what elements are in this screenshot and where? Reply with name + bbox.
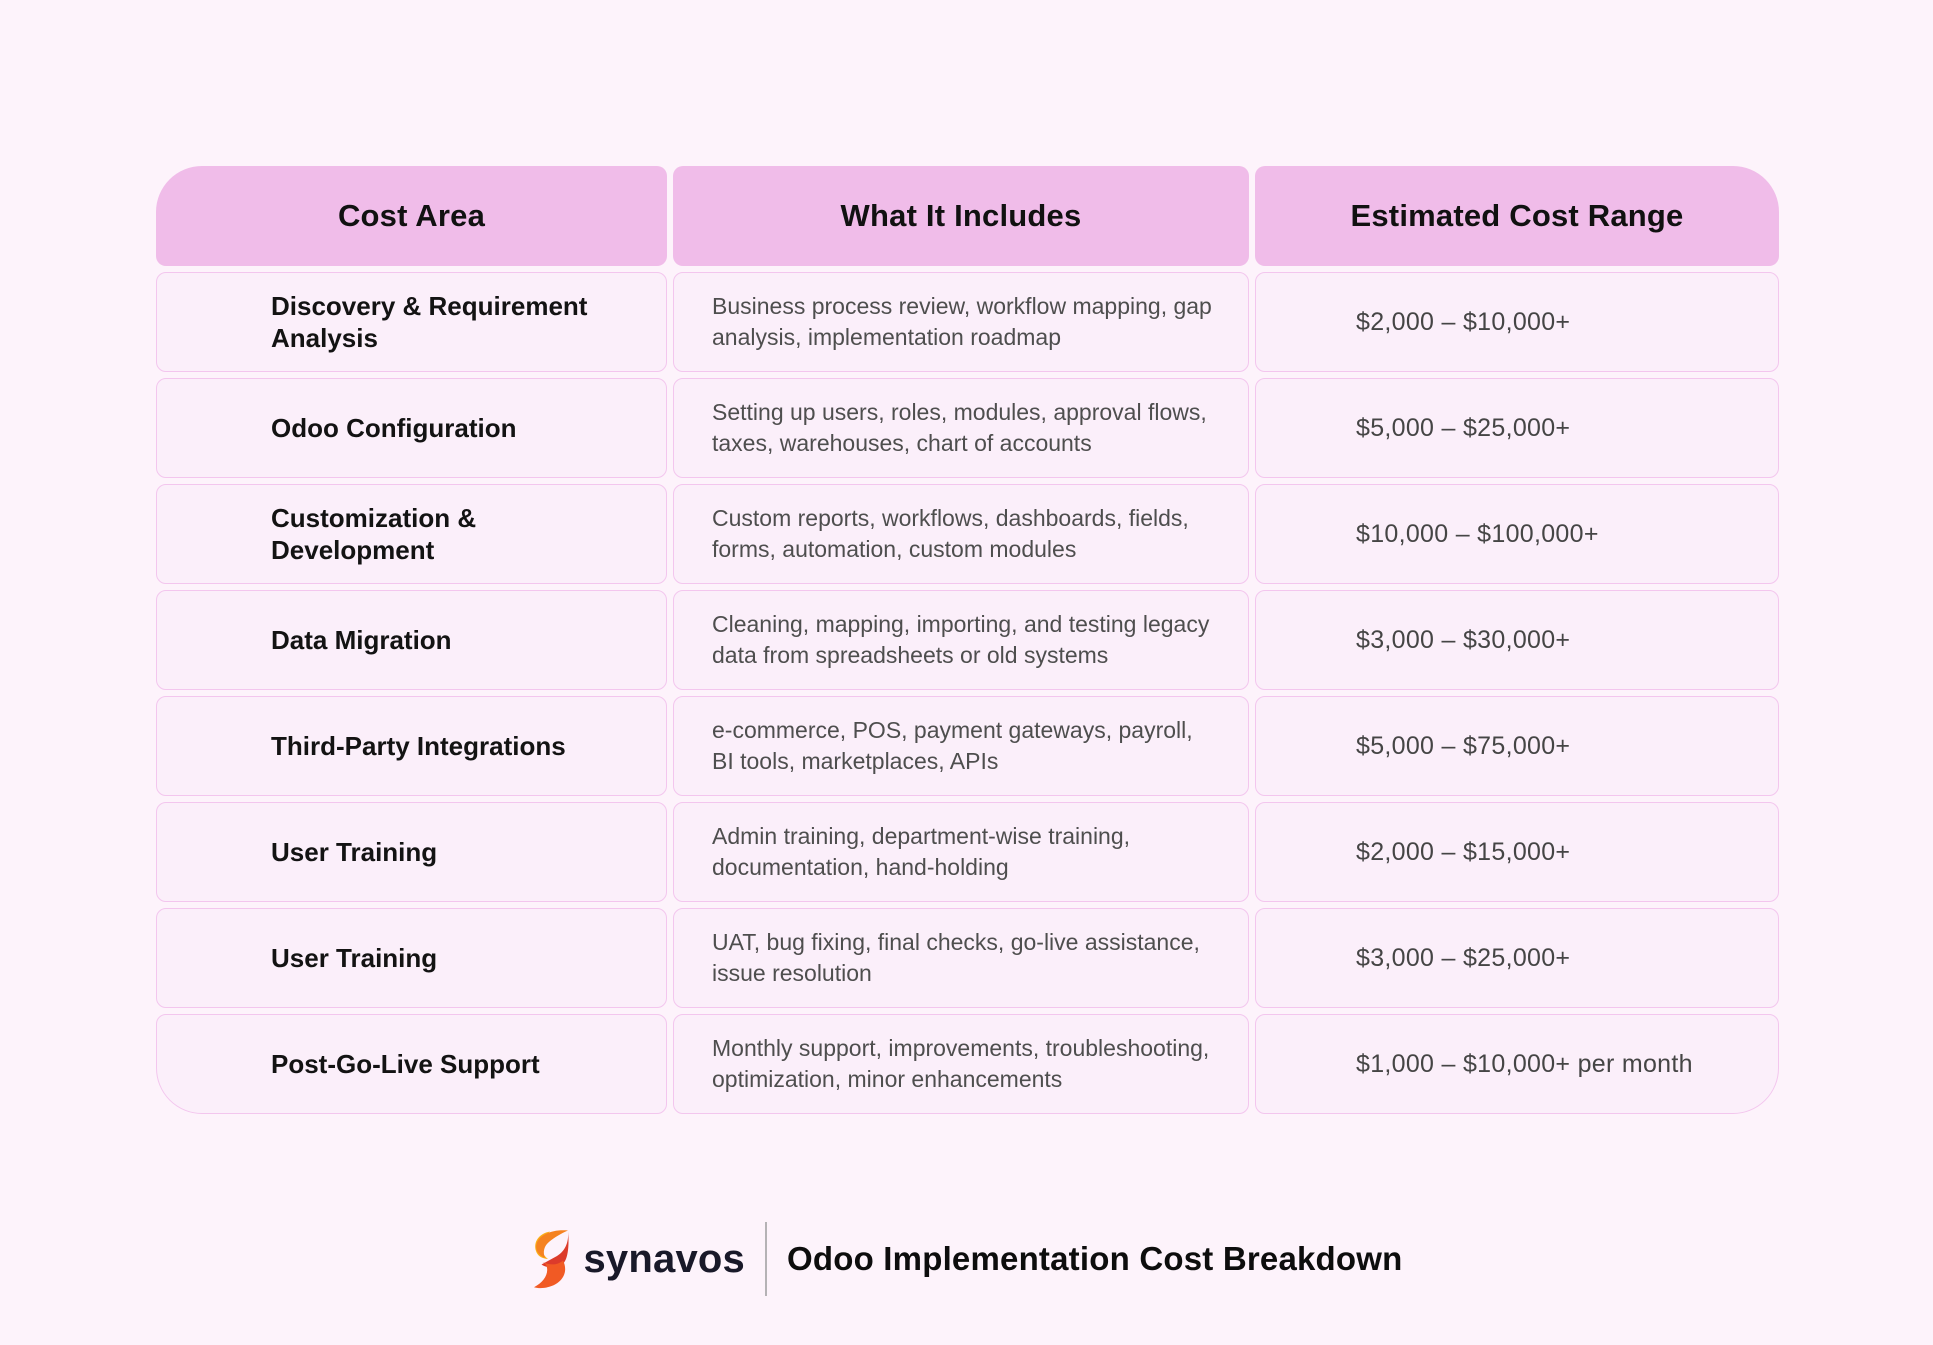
includes-text: Custom reports, workflows, dashboards, fields, forms, automation, custom modules <box>712 505 1189 562</box>
footer-divider <box>765 1222 767 1296</box>
infographic-title: Odoo Implementation Cost Breakdown <box>786 1240 1403 1277</box>
table-row <box>156 378 1779 478</box>
range-cell <box>1255 696 1779 796</box>
table-row <box>156 802 1779 902</box>
table-row <box>156 1014 1779 1114</box>
includes-cell <box>673 1014 1249 1114</box>
includes-text: Setting up users, roles, modules, approval flows, taxes, warehouses, chart of accounts <box>712 399 1207 456</box>
brand-group <box>530 1229 745 1289</box>
includes-text: Business process review, workflow mapping, gap analysis, implementation roadmap <box>712 293 1212 350</box>
range-text: $10,000 – $100,000+ <box>1356 519 1599 548</box>
cost-area-cell <box>156 272 667 372</box>
cost-area-label: Data Migration <box>271 624 452 655</box>
range-text: $1,000 – $10,000+ per month <box>1356 1049 1693 1078</box>
includes-text: Cleaning, mapping, importing, and testing legacy data from spreadsheets or old systems <box>712 611 1210 668</box>
cost-area-label: Post-Go-Live Support <box>271 1048 540 1079</box>
includes-cell <box>673 272 1249 372</box>
includes-cell <box>673 484 1249 584</box>
range-text: $5,000 – $75,000+ <box>1356 731 1571 760</box>
cost-area-label: Customization & Development <box>271 502 477 565</box>
header-cell-cost-area: Cost Area <box>156 166 667 266</box>
includes-cell <box>673 590 1249 690</box>
range-cell <box>1255 378 1779 478</box>
header-cell-what-it-includes: What It Includes <box>673 166 1249 266</box>
table-row <box>156 484 1779 584</box>
includes-text: Monthly support, improvements, troubleshooting, optimization, minor enhancements <box>712 1035 1210 1092</box>
range-text: $3,000 – $30,000+ <box>1356 625 1571 654</box>
header-cell-estimated-cost-range: Estimated Cost Range <box>1255 166 1779 266</box>
range-text: $3,000 – $25,000+ <box>1356 943 1571 972</box>
table-row <box>156 272 1779 372</box>
includes-cell <box>673 802 1249 902</box>
range-text: $2,000 – $10,000+ <box>1356 307 1571 336</box>
cost-area-cell <box>156 590 667 690</box>
cost-area-cell <box>156 908 667 1008</box>
table-row <box>156 696 1779 796</box>
cost-breakdown-table <box>156 166 1779 1114</box>
cost-area-cell <box>156 802 667 902</box>
includes-cell <box>673 378 1249 478</box>
brand-name: synavos <box>583 1236 745 1281</box>
footer <box>0 1222 1933 1296</box>
table-row <box>156 908 1779 1008</box>
range-cell <box>1255 802 1779 902</box>
table-row <box>156 590 1779 690</box>
range-cell <box>1255 272 1779 372</box>
includes-cell <box>673 696 1249 796</box>
cost-area-label: User Training <box>271 836 438 867</box>
cost-area-cell <box>156 378 667 478</box>
cost-area-label: Odoo Configuration <box>271 412 517 443</box>
includes-text: UAT, bug fixing, final checks, go-live assistance, issue resolution <box>712 929 1200 986</box>
cost-area-cell <box>156 484 667 584</box>
includes-text: e-commerce, POS, payment gateways, payroll, BI tools, marketplaces, APIs <box>712 717 1193 774</box>
cost-area-label: User Training <box>271 942 438 973</box>
cost-area-label: Third-Party Integrations <box>271 730 566 761</box>
synavos-logo-icon <box>530 1229 570 1289</box>
cost-area-label: Discovery & Requirement Analysis <box>271 290 588 353</box>
cost-area-cell <box>156 696 667 796</box>
range-cell <box>1255 1014 1779 1114</box>
includes-cell <box>673 908 1249 1008</box>
range-text: $2,000 – $15,000+ <box>1356 837 1571 866</box>
range-cell <box>1255 484 1779 584</box>
cost-area-cell <box>156 1014 667 1114</box>
range-text: $5,000 – $25,000+ <box>1356 413 1571 442</box>
range-cell <box>1255 590 1779 690</box>
includes-text: Admin training, department-wise training, documentation, hand-holding <box>712 823 1131 880</box>
range-cell <box>1255 908 1779 1008</box>
table-header-row <box>156 166 1779 266</box>
